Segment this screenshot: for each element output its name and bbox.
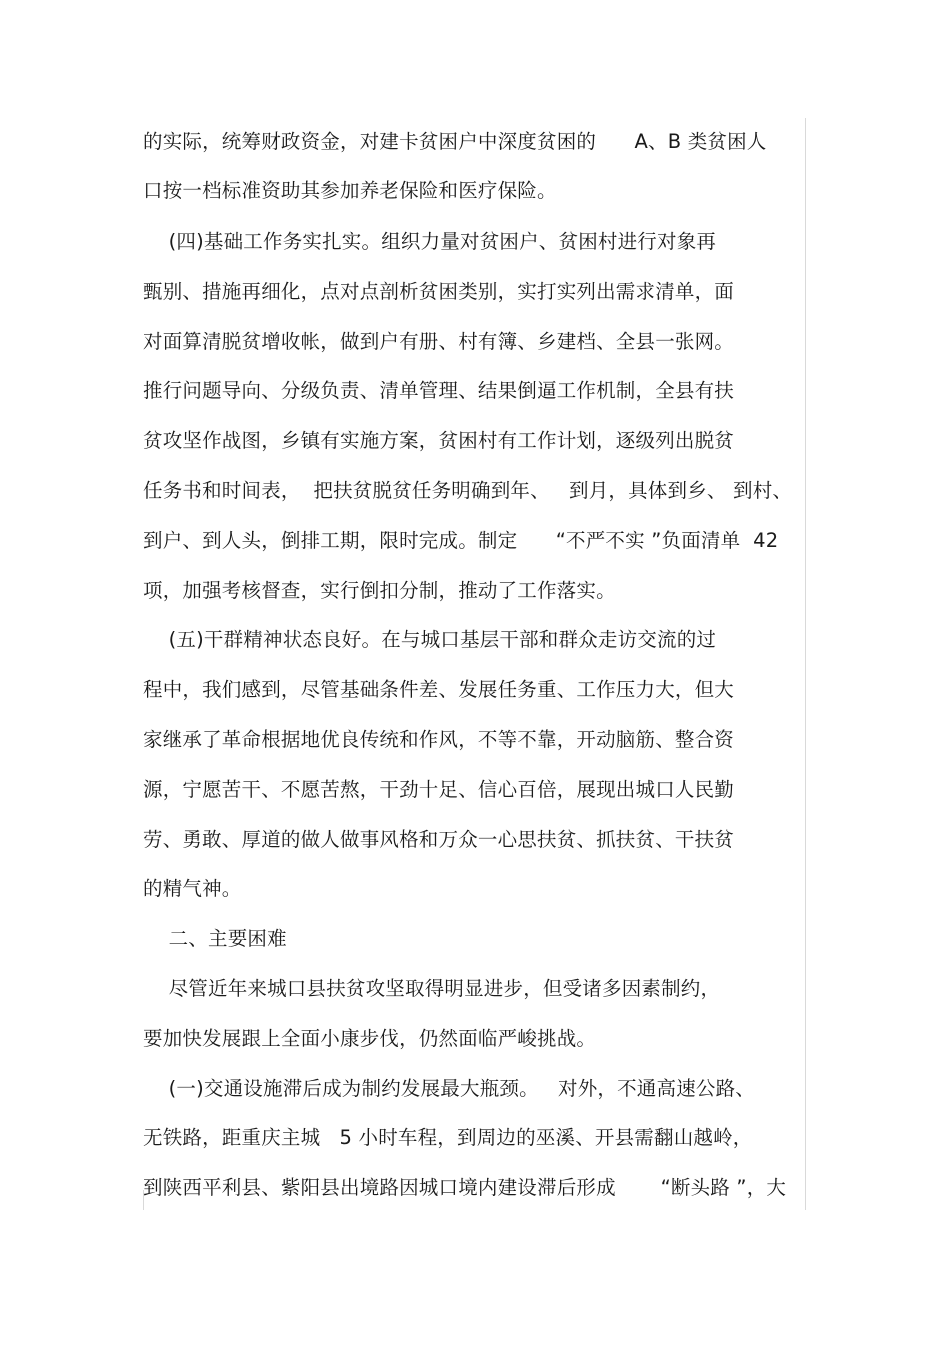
text-line: 无铁路，距重庆主城 5 小时车程，到周边的巫溪、开县需翻山越岭，: [143, 1126, 753, 1149]
page-border-right: [805, 118, 806, 1210]
text-line: 贫攻坚作战图，乡镇有实施方案，贫困村有工作计划，逐级列出脱贫: [143, 429, 735, 452]
text-line: 劳、勇敢、厚道的做人做事风格和万众一心思扶贫、抓扶贫、干扶贫: [143, 828, 735, 851]
text-line: 甄别、措施再细化，点对点剖析贫困类别，实打实列出需求清单，面: [143, 280, 735, 303]
text-line: 到户、到人头，倒排工期，限时完成。制定 “不严不实 ”负面清单 42: [143, 529, 779, 552]
text-line: 程中，我们感到，尽管基础条件差、发展任务重、工作压力大，但大: [143, 678, 735, 701]
text-line: (四)基础工作务实扎实。组织力量对贫困户、贫困村进行对象再: [143, 230, 717, 253]
text-line: (一)交通设施滞后成为制约发展最大瓶颈。 对外，不通高速公路、: [143, 1077, 756, 1100]
text-line: 要加快发展跟上全面小康步伐，仍然面临严峻挑战。: [143, 1027, 597, 1050]
text-line: 家继承了革命根据地优良传统和作风，不等不靠，开动脑筋、整合资: [143, 728, 735, 751]
text-line: 项，加强考核督查，实行倒扣分制，推动了工作落实。: [143, 579, 616, 602]
text-line: (五)干群精神状态良好。在与城口基层干部和群众走访交流的过: [143, 628, 717, 651]
section-heading: 二、主要困难: [143, 927, 287, 950]
text-line: 的实际，统筹财政资金，对建卡贫困户中深度贫困的 A、B 类贫困人: [143, 130, 767, 153]
text-line: 源，宁愿苦干、不愿苦熬，干劲十足、信心百倍，展现出城口人民勤: [143, 778, 735, 801]
text-line: 的精气神。: [143, 877, 242, 900]
text-line: 任务书和时间表， 把扶贫脱贫任务明确到年、 到月，具体到乡、 到村、: [143, 479, 793, 502]
text-line: 到陕西平利县、紫阳县出境路因城口境内建设滞后形成 “断头路 ”，大: [143, 1176, 787, 1199]
text-line: 对面算清脱贫增收帐，做到户有册、村有簿、乡建档、全县一张网。: [143, 330, 735, 353]
text-line: 口按一档标准资助其参加养老保险和医疗保险。: [143, 179, 557, 202]
text-line: 尽管近年来城口县扶贫攻坚取得明显进步，但受诸多因素制约，: [143, 977, 721, 1000]
text-line: 推行问题导向、分级负责、清单管理、结果倒逼工作机制，全县有扶: [143, 379, 735, 402]
